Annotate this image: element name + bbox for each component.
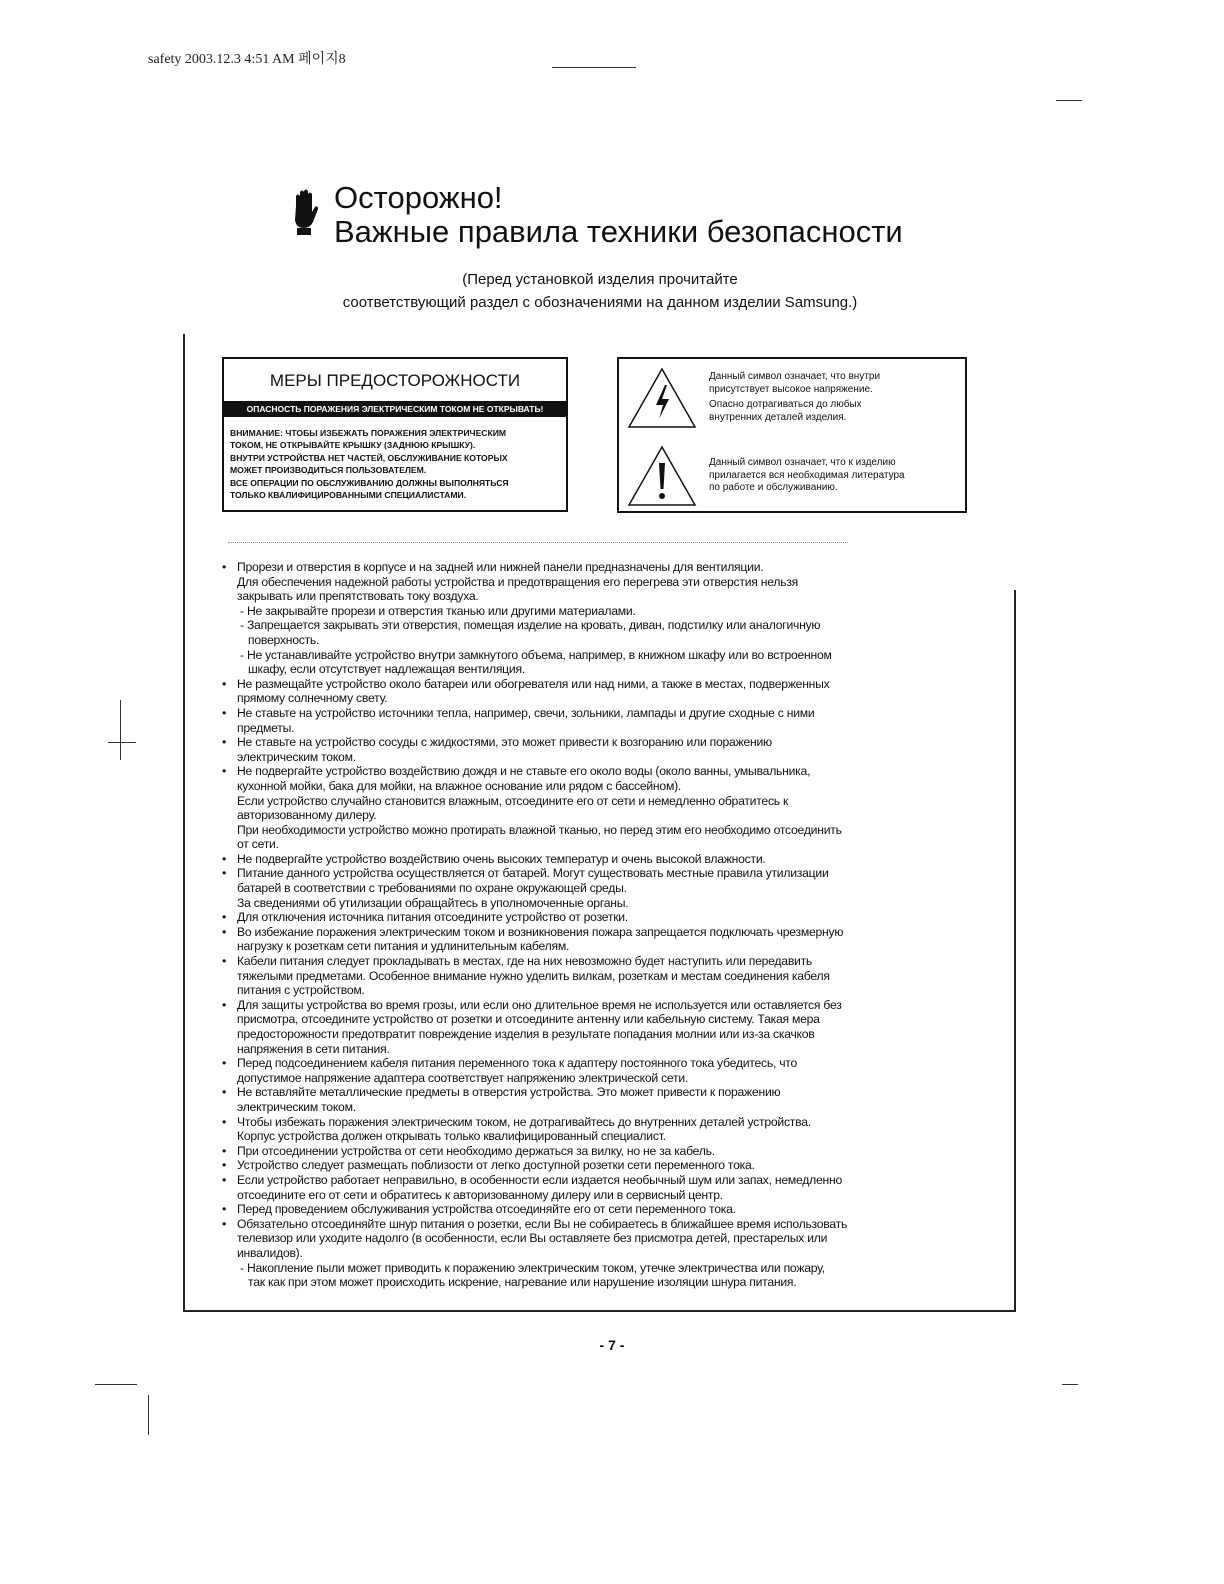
list-item-line — [222, 779, 847, 794]
list-item — [222, 1202, 847, 1217]
list-item-first-line — [222, 954, 847, 969]
list-item — [222, 1115, 847, 1144]
subtitle-line2: соответствующий раздел с обозначениями на данном изделии Samsung.) — [342, 294, 858, 311]
line-text: - Не закрывайте прорези и отверстия тканью или другими материалами. — [240, 603, 636, 618]
list-item-first-line — [222, 866, 847, 881]
list-item — [222, 910, 847, 925]
caution-heading: МЕРЫ ПРЕДОСТОРОЖНОСТИ — [269, 371, 521, 390]
bullet-icon: • — [222, 560, 227, 574]
symbol-line: Данный символ означает, что к изделию — [709, 457, 896, 468]
caution-line: ВСЕ ОПЕРАЦИИ ПО ОБСЛУЖИВАНИЮ ДОЛЖНЫ ВЫПОЛНЯТЬСЯ — [230, 477, 509, 488]
line-text: авторизованному дилеру. — [237, 808, 377, 823]
list-item-line — [222, 589, 847, 604]
faint-divider — [228, 542, 848, 543]
safety-instructions-list — [222, 560, 847, 1290]
list-item-first-line — [222, 1158, 847, 1173]
line-text: Перед проведением обслуживания устройства отсоединяйте его от сети переменного тока. — [237, 1202, 736, 1217]
caution-warning-text — [230, 427, 509, 501]
line-text: Прорези и отверстия в корпусе и на задней или нижней панели предназначены для вентиляции. — [237, 560, 764, 574]
line-text: За сведениями об утилизации обращайтесь в уполномоченные органы. — [237, 895, 629, 910]
line-text: электрическим током. — [237, 749, 356, 764]
line-text: шкафу, если отсутствует надлежащая вентиляция. — [248, 662, 525, 677]
crop-mark — [1056, 100, 1082, 101]
line-text: электрическим током. — [237, 1099, 356, 1114]
bullet-icon: • — [222, 851, 227, 866]
bullet-icon: • — [222, 676, 227, 691]
list-item-first-line — [222, 1085, 847, 1100]
list-item — [222, 677, 847, 706]
bullet-icon: • — [222, 1114, 227, 1129]
list-item — [222, 1217, 847, 1290]
bullet-icon: • — [222, 1172, 227, 1187]
line-text: Если устройство работает неправильно, в особенности если издается необычный шум или запах, немедленно — [237, 1172, 843, 1187]
page-number: - 7 - — [599, 1337, 625, 1353]
list-item — [222, 998, 847, 1056]
line-text: Питание данного устройства осуществляется от батарей. Могут существовать местные правила утилизации — [237, 866, 829, 881]
list-item — [222, 1085, 847, 1114]
list-item-line — [222, 1012, 847, 1027]
list-item-line — [222, 750, 847, 765]
list-item-line — [222, 721, 847, 736]
line-text: Устройство следует размещать поблизости от легко доступной розетки сети переменного тока. — [237, 1158, 755, 1173]
line-text: питания с устройством. — [237, 983, 365, 998]
caution-line: ВНИМАНИЕ: ЧТОБЫ ИЗБЕЖАТЬ ПОРАЖЕНИЯ ЭЛЕКТРИЧЕСКИМ — [230, 428, 507, 438]
line-text: тяжелыми предметами. Особенное внимание нужно уделить вилкам, розеткам и местам соединения кабеля — [237, 968, 830, 983]
symbol-line: внутренних деталей изделия. — [709, 411, 847, 423]
symbol-line: присутствует высокое напряжение. — [709, 383, 873, 395]
line-text: Перед подсоединением кабеля питания переменного тока к адаптеру постоянного тока убедитесь, что — [237, 1056, 798, 1071]
line-text: телевизор или уходите надолго (в особенности, если Вы оставляете без присмотра детей, престарелых или — [237, 1231, 828, 1246]
list-subitem-line — [222, 1261, 847, 1276]
line-text: Не подвергайте устройство воздействию очень высоких температур и очень высокой влажности. — [237, 851, 766, 866]
hand-stop-icon — [290, 188, 320, 236]
list-subitem-line — [222, 604, 847, 619]
caution-line: ТОКОМ, НЕ ОТКРЫВАЙТЕ КРЫШКУ (ЗАДНЮЮ КРЫШКУ). — [230, 440, 476, 451]
line-text: батарей в соответствии с требованиями по охране окружающей среды. — [237, 881, 627, 896]
list-item-first-line — [222, 998, 847, 1013]
caution-danger-bar: ОПАСНОСТЬ ПОРАЖЕНИЯ ЭЛЕКТРИЧЕСКИМ ТОКОМ НЕ ОТКРЫВАТЬ! — [224, 401, 566, 417]
list-item-line — [222, 881, 847, 896]
symbol-line: Опасно дотрагиваться до любых — [709, 399, 862, 410]
frame-bottom-border — [183, 1310, 1016, 1312]
bullet-icon: • — [222, 1085, 227, 1100]
page-title-line2: Важные правила техники безопасности — [334, 214, 903, 249]
bullet-icon: • — [222, 1056, 227, 1071]
crop-mark — [95, 1384, 137, 1385]
list-item — [222, 1173, 847, 1202]
bullet-icon: • — [222, 866, 227, 881]
bullet-icon: • — [222, 1158, 227, 1173]
list-item-line — [222, 1188, 847, 1203]
list-item-line — [222, 1027, 847, 1042]
line-text: так как при этом может происходить искрение, нагревание или нарушение изоляции шнура питания. — [248, 1275, 797, 1290]
line-text: отсоедините его от сети и обратитесь к авторизованному дилеру или в сервисный центр. — [237, 1187, 723, 1202]
list-item-first-line — [222, 852, 847, 867]
list-subitem-line — [222, 633, 847, 648]
manual-symbol-text — [709, 457, 905, 495]
line-text: Не ставьте на устройство сосуды с жидкостями, это может привести к возгоранию или поражению — [237, 735, 772, 750]
list-item — [222, 764, 847, 852]
line-text: предосторожности предотвратит повреждение изделия в результате попадания молнии или из-за скачков — [237, 1027, 815, 1041]
registration-mark — [120, 700, 121, 760]
line-text: При необходимости устройство можно протирать влажной тканью, но перед этим его необходимо отсоединить — [237, 822, 842, 837]
list-item-first-line — [222, 910, 847, 925]
line-text: - Накопление пыли может приводить к поражению электрическим током, утечке электричества или пожару, — [240, 1260, 825, 1275]
bullet-icon: • — [222, 910, 227, 925]
line-text: предметы. — [237, 720, 295, 735]
crop-mark — [148, 1395, 149, 1435]
list-item-line — [222, 969, 847, 984]
list-subitem-line — [222, 662, 847, 677]
caution-line: МОЖЕТ ПРОИЗВОДИТЬСЯ ПОЛЬЗОВАТЕЛЕМ. — [230, 465, 427, 476]
line-text: закрывать или препятствовать току воздуха. — [237, 589, 479, 604]
list-item — [222, 954, 847, 998]
list-item-line — [222, 808, 847, 823]
line-text: Обязательно отсоединяйте шнур питания о розетки, если Вы не собираетесь в ближайшее время использовать — [237, 1216, 848, 1231]
list-item — [222, 866, 847, 910]
list-item-first-line — [222, 1056, 847, 1071]
list-item-line — [222, 823, 847, 838]
list-item-first-line — [222, 1202, 847, 1217]
frame-left-border — [183, 334, 185, 1311]
list-item-line — [222, 1100, 847, 1115]
exclamation-triangle-icon — [627, 445, 697, 507]
list-item-first-line — [222, 1144, 847, 1159]
list-item-first-line — [222, 560, 847, 575]
list-item — [222, 852, 847, 867]
line-text: Не вставляйте металлические предметы в отверстия устройства. Это может привести к поражению — [237, 1085, 781, 1100]
list-item-first-line — [222, 677, 847, 692]
list-item-line — [222, 575, 847, 590]
list-item-first-line — [222, 764, 847, 779]
line-text: - Запрещается закрывать эти отверстия, помещая изделие на кровать, диван, подстилку или аналогичную — [240, 618, 821, 633]
line-text: присмотра, отсоедините устройство от розетки и отсоедините антенну или кабельную систему. Такая мера — [237, 1012, 820, 1027]
list-item-first-line — [222, 706, 847, 721]
bullet-icon: • — [222, 924, 227, 939]
bullet-icon: • — [222, 1143, 227, 1158]
list-item-line — [222, 1231, 847, 1246]
line-text: Для отключения источника питания отсоедините устройство от розетки. — [237, 910, 629, 925]
line-text: Если устройство случайно становится влажным, отсоедините его от сети и немедленно обратитесь к — [237, 793, 789, 808]
line-text: напряжения в сети питания. — [237, 1041, 390, 1056]
line-text: Не подвергайте устройство воздействию дождя и не ставьте его около воды (около ванны, умывальника, — [237, 764, 811, 779]
line-text: При отсоединении устройства от сети необходимо держаться за вилку, но не за кабель. — [237, 1143, 715, 1158]
line-text: Не ставьте на устройство источники тепла, например, свечи, зольники, лампады и другие сходные с ними — [237, 705, 815, 720]
list-item-line — [222, 983, 847, 998]
line-text: Корпус устройства должен открывать только квалифицированный специалист. — [237, 1129, 666, 1144]
line-text: нагрузку к розеткам сети питания и удлинительным кабелям. — [237, 939, 570, 954]
high-voltage-triangle-icon — [627, 367, 697, 429]
print-stamp: safety 2003.12.3 4:51 AM 페이지8 — [148, 52, 346, 67]
list-item-line — [222, 1246, 847, 1261]
list-item — [222, 1144, 847, 1159]
list-item — [222, 560, 847, 677]
list-item-line — [222, 837, 847, 852]
line-text: - Не устанавливайте устройство внутри замкнутого объема, например, в книжном шкафу или во встроенном — [240, 647, 832, 662]
line-text: Для защиты устройства во время грозы, или если оно длительное время не используется или оставляется без — [237, 997, 842, 1012]
frame-right-border — [1014, 590, 1016, 1311]
bullet-icon: • — [222, 997, 227, 1012]
list-subitem-line — [222, 648, 847, 663]
line-text: от сети. — [237, 837, 279, 852]
bullet-icon: • — [222, 954, 227, 969]
list-item-line — [222, 794, 847, 809]
list-item — [222, 735, 847, 764]
line-text: Не размещайте устройство около батареи или обогревателя или над ними, а также в местах, подверженных — [237, 676, 830, 691]
page-title-line1: Осторожно! — [334, 180, 503, 215]
crop-mark — [1062, 1384, 1078, 1385]
list-item-line — [222, 691, 847, 706]
caution-label-box — [222, 357, 568, 512]
list-item-line — [222, 896, 847, 911]
list-item-line — [222, 1042, 847, 1057]
caution-line: ТОЛЬКО КВАЛИФИЦИРОВАННЫМИ СПЕЦИАЛИСТАМИ. — [230, 490, 467, 501]
crop-mark — [552, 67, 636, 68]
symbol-line: по работе и обслуживанию. — [709, 482, 838, 493]
subtitle-line1: (Перед установкой изделия прочитайте — [462, 271, 738, 288]
registration-mark — [108, 742, 136, 743]
list-item — [222, 925, 847, 954]
line-text: кухонной мойки, бака для мойки, на влажное основание или рядом с бассейном). — [237, 778, 682, 793]
bullet-icon: • — [222, 1216, 227, 1231]
list-item-first-line — [222, 1173, 847, 1188]
bullet-icon: • — [222, 1202, 227, 1217]
list-item-first-line — [222, 1115, 847, 1130]
list-item-first-line — [222, 925, 847, 940]
line-text: Чтобы избежать поражения электрическим током, не дотрагивайтесь до внутренних деталей устройства. — [237, 1114, 811, 1129]
symbol-line: прилагается вся необходимая литература — [709, 469, 905, 481]
line-text: Для обеспечения надежной работы устройства и предотвращения его перегрева эти отверстия нельзя — [237, 574, 799, 589]
list-item-line — [222, 1071, 847, 1086]
list-item — [222, 1056, 847, 1085]
list-item-line — [222, 939, 847, 954]
bullet-icon: • — [222, 735, 227, 750]
line-text: инвалидов). — [237, 1245, 303, 1260]
symbol-line: Данный символ означает, что внутри — [709, 371, 881, 382]
caution-line: ВНУТРИ УСТРОЙСТВА НЕТ ЧАСТЕЙ, ОБСЛУЖИВАНИЕ КОТОРЫХ — [230, 452, 508, 463]
list-item — [222, 706, 847, 735]
list-item-first-line — [222, 1217, 847, 1232]
list-item — [222, 1158, 847, 1173]
list-item-line — [222, 1129, 847, 1144]
line-text: прямому солнечному свету. — [237, 691, 388, 706]
line-text: допустимое напряжение адаптера соответствует напряжению электрической сети. — [237, 1070, 689, 1085]
bullet-icon: • — [222, 705, 227, 720]
bullet-icon: • — [222, 764, 227, 779]
line-text: поверхность. — [248, 632, 320, 647]
voltage-symbol-text — [709, 371, 880, 424]
symbols-explanation-box — [617, 357, 967, 513]
list-item-first-line — [222, 735, 847, 750]
list-subitem-line — [222, 618, 847, 633]
line-text: Кабели питания следует прокладывать в местах, где на них невозможно будет наступить или передавить — [237, 954, 813, 969]
line-text: Во избежание поражения электрическим током и возникновения пожара запрещается подключать чрезмерную — [237, 924, 844, 939]
list-subitem-line — [222, 1275, 847, 1290]
